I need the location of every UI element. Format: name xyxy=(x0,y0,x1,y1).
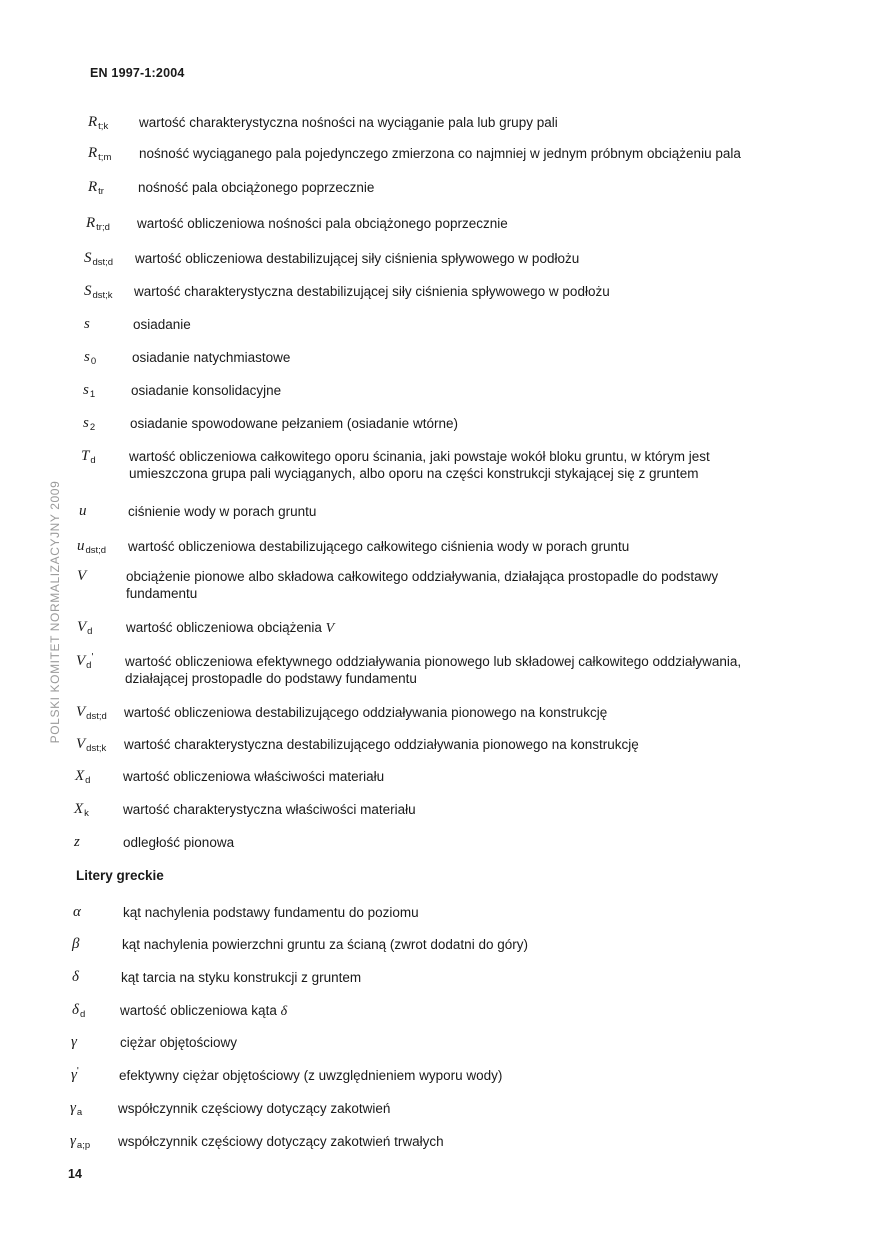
symbol-base: s xyxy=(83,415,89,431)
symbol-base: γ xyxy=(70,1133,76,1149)
description-text: wartość charakterystyczna nośności na wyciąganie pala lub grupy pali xyxy=(139,115,558,130)
symbol xyxy=(71,1034,77,1051)
symbol-description xyxy=(124,736,783,753)
symbol-subscript: k xyxy=(84,808,89,819)
symbol-description xyxy=(120,1034,783,1051)
symbol-subscript: 1 xyxy=(89,389,96,400)
symbol-subscript: d xyxy=(79,1009,86,1020)
description-text: wartość charakterystyczna destabilizującego oddziaływania pionowego na konstrukcję xyxy=(124,737,639,752)
symbol-description xyxy=(134,283,783,300)
symbol-base: β xyxy=(72,936,80,952)
symbol-description xyxy=(123,904,783,921)
symbol xyxy=(88,114,108,132)
symbol-subscript: d xyxy=(87,626,93,637)
symbol-base: α xyxy=(73,904,81,920)
description-text: ciśnienie wody w porach gruntu xyxy=(128,504,317,519)
description-text: osiadanie xyxy=(133,317,191,332)
description-text: wartość charakterystyczna właściwości materiału xyxy=(123,802,416,817)
symbol xyxy=(84,316,90,333)
inline-symbol: δ xyxy=(280,1004,288,1019)
description-text: wartość charakterystyczna destabilizującej siły ciśnienia spływowego w podłożu xyxy=(134,284,610,299)
symbol-base: X xyxy=(74,801,84,817)
description-text: ciężar objętościowy xyxy=(120,1035,238,1050)
symbol-base: δ xyxy=(72,969,79,985)
description-text: wartość obliczeniowa całkowitego oporu ścinania, jaki powstaje wokół bloku gruntu, w którym jest umieszczona grupa pali wyciąganych, albo oporu na części konstrukcji stykającej się z gruntem xyxy=(129,449,710,481)
symbol-description xyxy=(137,215,783,232)
symbol-prime: ' xyxy=(91,652,94,663)
symbol-subscript: t;m xyxy=(98,152,112,163)
symbol-description xyxy=(128,503,783,520)
description-text: kąt tarcia na styku konstrukcji z gruntem xyxy=(121,970,362,985)
symbol-description xyxy=(130,415,783,432)
symbol-base: X xyxy=(75,768,85,784)
description-text: wartość obliczeniowa destabilizującego oddziaływania pionowego na konstrukcję xyxy=(124,705,608,720)
symbol xyxy=(77,568,86,585)
symbol-base: R xyxy=(88,179,98,195)
symbol-prime: ' xyxy=(76,1066,79,1077)
symbol-description xyxy=(139,145,783,162)
symbol-base: V xyxy=(76,736,86,752)
symbol xyxy=(70,1133,90,1151)
description-text: kąt nachylenia powierzchni gruntu za ścianą (zwrot dodatni do góry) xyxy=(122,937,528,952)
symbol-description xyxy=(123,768,783,785)
symbol xyxy=(84,250,113,268)
symbol-description xyxy=(131,382,783,399)
symbol-subscript: dst;d xyxy=(86,711,107,722)
symbol xyxy=(88,145,111,163)
symbol-description xyxy=(128,538,783,555)
symbol xyxy=(76,704,107,722)
symbol xyxy=(70,1100,82,1118)
symbol xyxy=(77,538,106,556)
symbol-description xyxy=(139,114,783,131)
symbol xyxy=(76,736,106,754)
symbol-description xyxy=(124,704,783,721)
description-text: osiadanie natychmiastowe xyxy=(132,350,291,365)
symbol xyxy=(84,349,96,367)
symbol-subscript: d xyxy=(86,660,92,671)
symbol-description xyxy=(126,568,783,602)
symbol-subscript: dst;k xyxy=(92,290,113,301)
symbol-description xyxy=(119,1067,783,1084)
symbol-description xyxy=(121,969,783,986)
symbol-base: s xyxy=(83,382,89,398)
symbol-description xyxy=(120,1002,783,1020)
symbol-base: R xyxy=(86,215,96,231)
description-text: współczynnik częściowy dotyczący zakotwień xyxy=(118,1101,391,1116)
description-text: obciążenie pionowe albo składowa całkowitego oddziaływania, działająca prostopadle do podstawy fundamentu xyxy=(126,569,719,601)
symbol-subscript: dst;d xyxy=(85,545,107,556)
description-text: nośność wyciąganego pala pojedynczego zmierzona co najmniej w jednym próbnym obciążeniu pala xyxy=(139,146,741,161)
watermark-text: POLSKI KOMITET NORMALIZACYJNY 2009 xyxy=(48,480,62,744)
symbol-subscript: d xyxy=(85,775,91,786)
description-text: wartość obliczeniowa właściwości materiału xyxy=(123,769,385,784)
symbol-base: V xyxy=(77,619,87,635)
symbol xyxy=(74,834,80,851)
symbol-subscript: a xyxy=(76,1107,83,1118)
symbol xyxy=(75,768,90,786)
symbol-base: s xyxy=(84,349,90,365)
symbol-subscript: tr;d xyxy=(96,222,110,233)
symbol-base: R xyxy=(88,114,98,130)
symbol-subscript: 0 xyxy=(90,356,97,367)
symbol-description xyxy=(129,448,783,482)
symbol xyxy=(74,801,89,819)
symbol-subscript: tr xyxy=(98,186,104,197)
symbol xyxy=(83,382,95,400)
description-text: odległość pionowa xyxy=(123,835,235,850)
symbol xyxy=(86,215,110,233)
symbol-base: V xyxy=(77,568,87,584)
symbol-description xyxy=(125,653,783,687)
description-text: wartość obliczeniowa obciążenia xyxy=(126,620,322,635)
description-text: wartość obliczeniowa destabilizującego całkowitego ciśnienia wody w porach gruntu xyxy=(128,539,630,554)
symbol-base: u xyxy=(79,503,87,519)
symbol xyxy=(83,415,95,433)
description-text: współczynnik częściowy dotyczący zakotwień trwałych xyxy=(118,1134,444,1149)
symbol-description xyxy=(126,619,783,637)
symbol-description xyxy=(133,316,783,333)
symbol-description xyxy=(118,1100,783,1117)
description-text: nośność pala obciążonego poprzecznie xyxy=(138,180,375,195)
document-id-header: EN 1997-1:2004 xyxy=(90,66,185,80)
symbol-subscript: d xyxy=(90,455,96,466)
symbol-base: δ xyxy=(72,1002,79,1018)
description-text: efektywny ciężar objętościowy (z uwzględnieniem wyporu wody) xyxy=(119,1068,503,1083)
symbol xyxy=(77,619,92,637)
symbol-description xyxy=(118,1133,783,1150)
symbol xyxy=(72,1002,85,1020)
symbol-base: s xyxy=(84,316,90,332)
symbol-description xyxy=(138,179,783,196)
description-text: wartość obliczeniowa nośności pala obciążonego poprzecznie xyxy=(137,216,508,231)
symbol-subscript: a;p xyxy=(76,1140,91,1151)
symbol xyxy=(79,503,87,520)
symbol-subscript: t;k xyxy=(98,121,109,132)
symbol-description xyxy=(123,801,783,818)
symbol-subscript: dst;k xyxy=(86,743,107,754)
symbol-base: R xyxy=(88,145,98,161)
symbol xyxy=(72,936,79,953)
description-text: wartość obliczeniowa destabilizującej siły ciśnienia spływowego w podłożu xyxy=(135,251,580,266)
symbol xyxy=(84,283,113,301)
symbol-subscript: dst;d xyxy=(92,257,114,268)
description-text: osiadanie spowodowane pełzaniem (osiadanie wtórne) xyxy=(130,416,458,431)
inline-symbol: V xyxy=(325,621,335,636)
symbol-base: u xyxy=(77,538,85,554)
greek-letters-heading: Litery greckie xyxy=(76,868,164,883)
symbol xyxy=(72,969,79,986)
symbol-base: γ xyxy=(71,1034,77,1050)
description-text: kąt nachylenia podstawy fundamentu do poziomu xyxy=(123,905,419,920)
symbol-base: γ xyxy=(71,1067,77,1083)
symbol-description xyxy=(122,936,783,953)
symbol-base: S xyxy=(84,283,92,299)
symbol-base: S xyxy=(84,250,92,266)
symbol-description xyxy=(123,834,783,851)
symbol xyxy=(88,179,104,197)
symbol xyxy=(73,904,81,921)
description-text: wartość obliczeniowa kąta xyxy=(120,1003,277,1018)
symbol-subscript: 2 xyxy=(89,422,96,433)
symbol xyxy=(71,1067,79,1085)
page-number: 14 xyxy=(68,1167,82,1181)
symbol-base: γ xyxy=(70,1100,76,1116)
description-text: osiadanie konsolidacyjne xyxy=(131,383,282,398)
symbol-base: T xyxy=(81,448,90,464)
symbol xyxy=(76,653,93,671)
symbol-base: z xyxy=(74,834,80,850)
symbol-description xyxy=(135,250,783,267)
description-text: wartość obliczeniowa efektywnego oddziaływania pionowego lub składowej całkowitego oddziaływania, działającej prostopadle do podstawy fundamentu xyxy=(125,654,742,686)
symbol-description xyxy=(132,349,783,366)
symbol-base: V xyxy=(76,704,86,720)
symbol xyxy=(81,448,96,466)
symbol-base: V xyxy=(76,653,86,669)
